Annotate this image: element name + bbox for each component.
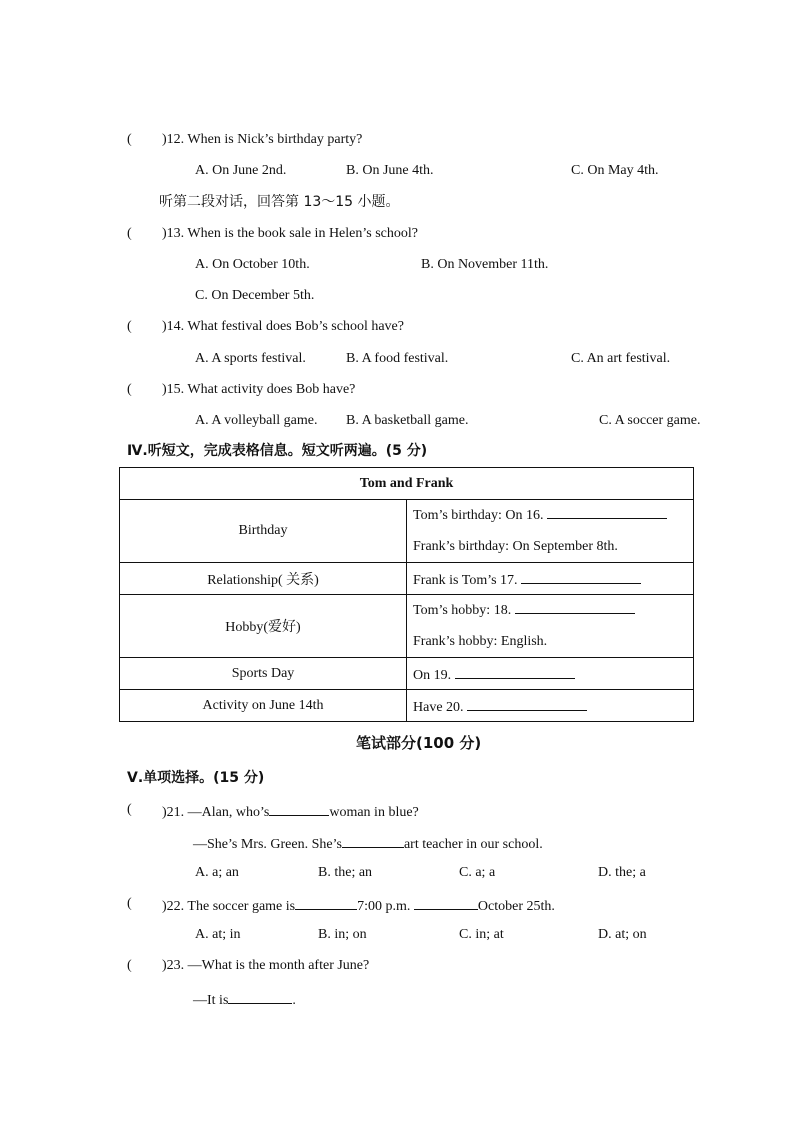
row-label: Relationship( 关系) — [120, 563, 407, 595]
answer-paren: ( — [127, 319, 132, 334]
option-a: A. On June 2nd. — [195, 163, 287, 178]
option-b: B. in; on — [318, 927, 367, 942]
row-value — [407, 500, 694, 563]
row-label: Activity on June 14th — [120, 690, 407, 722]
answer-paren: ( — [127, 226, 132, 241]
option-b: B. A basketball game. — [346, 413, 469, 428]
question-stem: When is Nick’s birthday party? — [187, 132, 363, 147]
option-a: A. On October 10th. — [195, 257, 310, 272]
option-c: C. in; at — [459, 927, 504, 942]
option-a: A. A volleyball game. — [195, 413, 318, 428]
option-d: D. at; on — [598, 927, 647, 942]
answer-blank-17[interactable] — [521, 569, 641, 584]
answer-paren: ( — [127, 132, 132, 147]
question-stem: What festival does Bob’s school have? — [187, 319, 404, 334]
question-number: )15. — [162, 382, 185, 397]
cell-line: Tom’s hobby: 18. — [413, 595, 687, 626]
table-row — [120, 595, 694, 658]
option-b: B. the; an — [318, 865, 373, 880]
table-title: Tom and Frank — [120, 468, 694, 500]
row-label: Birthday — [120, 500, 407, 563]
option-b: B. On June 4th. — [346, 163, 434, 178]
option-d: D. the; a — [598, 865, 646, 880]
answer-paren: ( — [127, 896, 132, 911]
option-b: B. On November 11th. — [421, 257, 549, 272]
row-value: On 19. — [407, 658, 694, 690]
question-13 — [162, 225, 418, 243]
table-title-row — [120, 468, 694, 500]
answer-blank-19[interactable] — [455, 664, 575, 679]
answer-blank[interactable] — [414, 895, 478, 910]
answer-blank-20[interactable] — [467, 696, 587, 711]
answer-paren: ( — [127, 802, 132, 817]
table-row — [120, 658, 694, 690]
question-number: )21. — [162, 805, 185, 820]
cell-line: Frank’s birthday: On September 8th. — [413, 539, 618, 554]
answer-blank[interactable] — [295, 895, 357, 910]
answer-blank-16[interactable] — [547, 504, 667, 519]
section-note: 听第二段对话，回答第 13～15 小题。 — [159, 194, 400, 210]
option-a: A. at; in — [195, 927, 241, 942]
row-value: Have 20. — [407, 690, 694, 722]
row-label: Hobby(爱好) — [120, 595, 407, 658]
answer-blank[interactable] — [342, 833, 404, 848]
option-a: A. A sports festival. — [195, 351, 306, 366]
row-label: Sports Day — [120, 658, 407, 690]
option-a: A. a; an — [195, 865, 239, 880]
option-c: C. On May 4th. — [571, 163, 659, 178]
cell-line: Frank’s hobby: English. — [413, 634, 548, 649]
question-number: )13. — [162, 226, 185, 241]
question-stem: When is the book sale in Helen’s school? — [187, 226, 418, 241]
question-22: )22. The soccer game is 7:00 p.m. October 25th. — [162, 895, 555, 916]
question-23: )23. —What is the month after June? — [162, 958, 370, 973]
option-c: C. An art festival. — [571, 351, 671, 366]
section-5-heading: Ⅴ.单项选择。(15 分) — [127, 770, 265, 786]
option-c: C. A soccer game. — [599, 413, 701, 428]
row-value — [407, 595, 694, 658]
table-row — [120, 563, 694, 595]
answer-paren: ( — [127, 382, 132, 397]
table-row — [120, 690, 694, 722]
cell-line: Tom’s birthday: On 16. — [413, 500, 687, 531]
question-number: )23. — [162, 958, 185, 973]
answer-paren: ( — [127, 958, 132, 973]
question-number: )12. — [162, 132, 185, 147]
answer-blank-18[interactable] — [515, 599, 635, 614]
question-stem: What activity does Bob have? — [187, 382, 356, 397]
question-15 — [162, 381, 355, 399]
option-b: B. A food festival. — [346, 351, 449, 366]
section-4-heading: Ⅳ.听短文，完成表格信息。短文听两遍。(5 分) — [127, 443, 428, 459]
table-row — [120, 500, 694, 563]
question-number: )14. — [162, 319, 185, 334]
question-number: )22. — [162, 899, 185, 914]
question-12 — [162, 131, 362, 149]
option-c: C. On December 5th. — [195, 288, 315, 303]
written-part-title: 笔试部分(100 分) — [356, 734, 482, 752]
row-value: Frank is Tom’s 17. — [407, 563, 694, 595]
question-14 — [162, 318, 404, 336]
answer-blank[interactable] — [228, 989, 292, 1004]
question-21: )21. —Alan, who’s woman in blue? — [162, 801, 419, 822]
option-c: C. a; a — [459, 865, 496, 880]
question-21-line2: —She’s Mrs. Green. She’s art teacher in our school. — [193, 833, 543, 854]
answer-blank[interactable] — [269, 801, 329, 816]
info-table — [119, 467, 694, 722]
question-23-line2: —It is . — [193, 989, 296, 1010]
